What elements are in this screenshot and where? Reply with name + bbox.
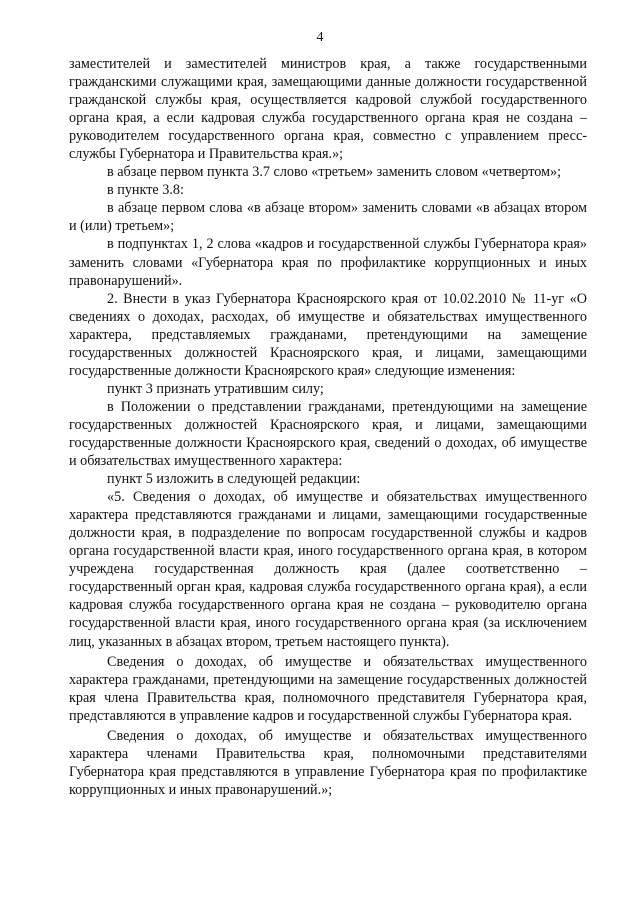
paragraph: заместителей и заместителей министров края, а также государственными гражданскими служащими края, замещающими данные должности государственной гражданской службы края, осуществляется кадровой службой государственного органа края, а если кадровая служба государственного органа края не создана – руководителем государственного органа края, совместно с управлением пресс-службы Губернатора и Правительства края.»; xyxy=(69,56,587,163)
paragraph: в подпунктах 1, 2 слова «кадров и государственной службы Губернатора края» заменить словами «Губернатора края по профилактике коррупционных и иных правонарушений». xyxy=(69,236,587,289)
paragraph: пункт 5 изложить в следующей редакции: xyxy=(107,471,361,488)
paragraph: пункт 3 признать утратившим силу; xyxy=(107,380,324,397)
page-number: 4 xyxy=(316,30,324,45)
paragraph: в Положении о представлении гражданами, претендующими на замещение государственных должностей Красноярского края, и лицами, замещающими государственные должности Красноярского края, сведений о доходах, об имуществе и обязательствах имущественного характера: xyxy=(69,398,587,470)
paragraph: «5. Сведения о доходах, об имуществе и обязательствах имущественного характера представляются гражданами и лицами, замещающими государственные должности края, в подразделение по вопросам государственной службы и кадров органа государственной власти края, иного государственного органа края, в котором учреждена государственная должность края (далее соответственно – государственный орган края, кадровая служба государственного органа края), а если кадровая служба государственного органа края не создана – руководителю органа государственной власти края, иного государственного органа края (за исключением лиц, указанных в абзацах втором, третьем настоящего пункта). xyxy=(69,489,587,650)
paragraph: в абзаце первом пункта 3.7 слово «третьем» заменить словом «четвертом»; xyxy=(107,164,562,181)
paragraph: Сведения о доходах, об имуществе и обязательствах имущественного характера членами Правительства края, полномочными представителями Губернатора края представляются в управление Губернатора края по профилактике коррупционных и иных правонарушений.»; xyxy=(69,727,587,798)
paragraph: в пункте 3.8: xyxy=(107,182,184,199)
document-body xyxy=(69,55,587,799)
paragraph: в абзаце первом слова «в абзаце втором» заменить словами «в абзацах втором и (или) третьем»; xyxy=(69,200,587,235)
paragraph: 2. Внести в указ Губернатора Красноярского края от 10.02.2010 № 11-уг «О сведениях о доходах, расходах, об имуществе и обязательствах имущественного характера, представляемых гражданами, претендующими на замещение государственных должностей Красноярского края, и лицами, замещающими государственные должности Красноярского края» следующие изменения: xyxy=(69,290,587,379)
paragraph: Сведения о доходах, об имуществе и обязательствах имущественного характера гражданами, претендующими на замещение государственных должностей края члена Правительства края, полномочного представителя Губернатора края, представляются в управление кадров и государственной службы Губернатора края. xyxy=(69,653,587,724)
